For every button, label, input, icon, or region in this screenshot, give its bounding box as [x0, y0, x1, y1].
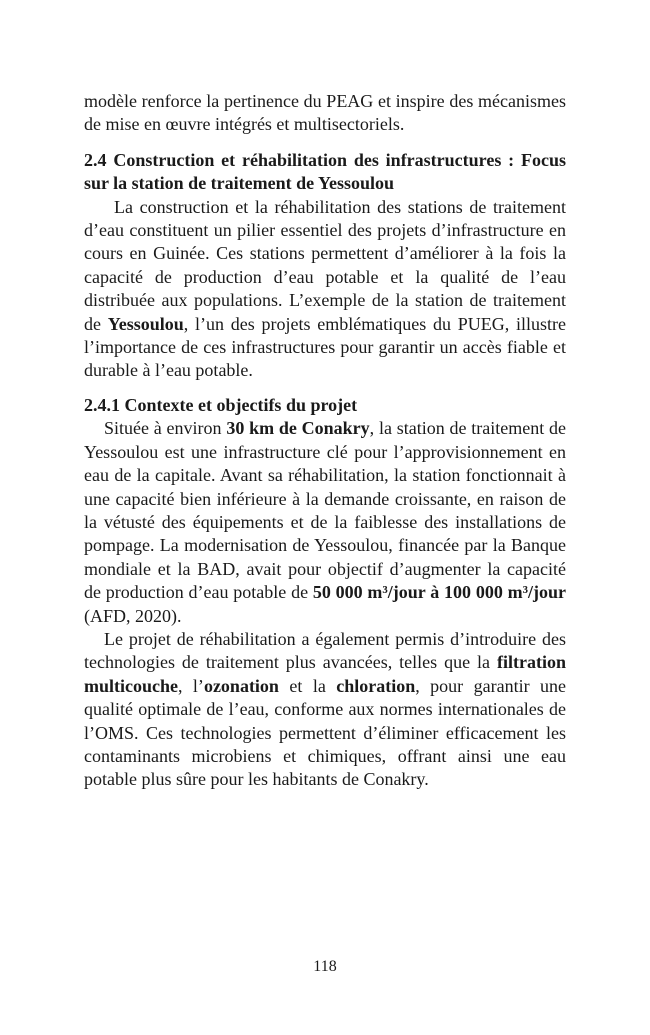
- bold-term: Yessoulou: [107, 313, 184, 334]
- text-run: La construction et la réhabilitation des stations de traitement d’eau constituent un pilier essentiel des projets d’infrastructure en cours en Guinée. Ces stations permettent d’améliorer à la fois la capacité de production d’eau potable et la qualité de l’eau distribuée aux populations. L’exemple de la station de traitement de: [84, 196, 566, 334]
- page-number: 118: [313, 958, 337, 975]
- text-run: (AFD, 2020).: [84, 605, 182, 626]
- subsection-paragraph-2: [84, 628, 566, 792]
- text-run: et la: [278, 675, 337, 696]
- text-run: Le projet de réhabilitation a également permis d’introduire des technologies de traitement plus avancées, telles que la: [84, 628, 566, 673]
- section-heading: 2.4 Construction et réhabilitation des infrastructures : Focus sur la station de traitement de Yessoulou: [84, 149, 566, 194]
- text-run: , pour garantir une qualité optimale de l’eau, conforme aux normes internationales de l’OMS. Ces technologies permettent d’éliminer efficacement les contaminants microbiens et chimiques, offrant ainsi une eau potable plus sûre pour les habitants de Conakry.: [84, 675, 567, 790]
- text-run: , l’un des projets emblématiques du PUEG, illustre l’importance de ces infrastructures pour garantir un accès fiable et durable à l’eau potable.: [84, 313, 566, 381]
- text-run: , la station de traitement de Yessoulou est une infrastructure clé pour l’approvisionnement en eau de la capitale. Avant sa réhabilitation, la station fonctionnait à une capacité bien inférieure à la demande croissante, en raison de la vétusté des équipements et de la faiblesse des installations de pompage. La modernisation de Yessoulou, financée par la Banque mondiale et la BAD, avait pour objectif d’augmenter la capacité de production d’eau potable de: [84, 418, 567, 603]
- section-paragraph: [84, 196, 566, 383]
- intro-paragraph: modèle renforce la pertinence du PEAG et inspire des mécanismes de mise en œuvre intégrés et multisectoriels.: [84, 91, 566, 135]
- bold-term: chloration: [336, 675, 416, 696]
- bold-term: 50 000 m³/jour à 100 000 m³/jour: [312, 582, 566, 603]
- bold-term: ozonation: [203, 675, 279, 696]
- text-run: Située à environ: [104, 418, 227, 439]
- page-body: [84, 90, 566, 792]
- subsection-heading: 2.4.1 Contexte et objectifs du projet: [84, 394, 358, 415]
- bold-term: filtration multicouche: [84, 652, 566, 696]
- bold-term: 30 km de Conakry: [226, 418, 370, 439]
- subsection-paragraph-1: [84, 417, 566, 628]
- text-run: , l’: [178, 675, 204, 696]
